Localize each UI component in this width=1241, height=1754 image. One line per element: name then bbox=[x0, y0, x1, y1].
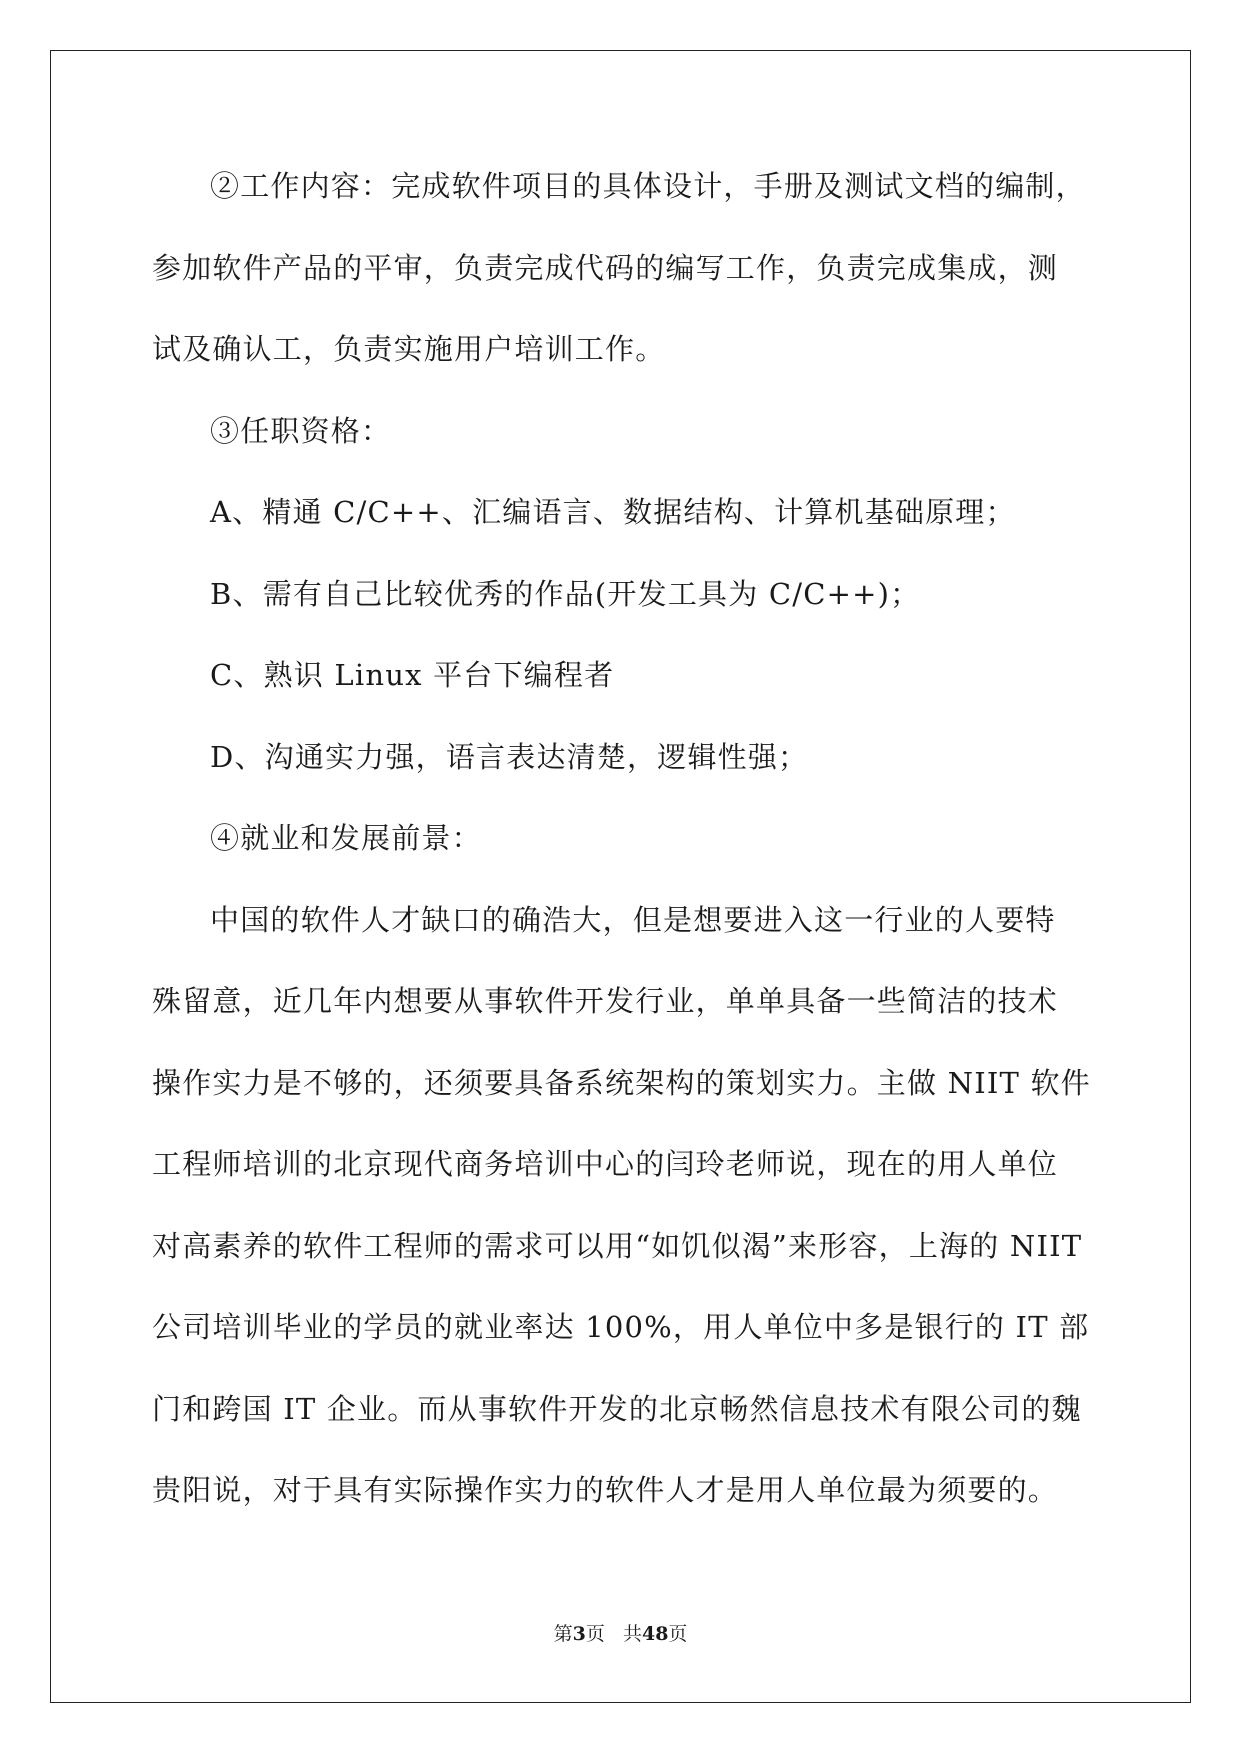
paragraph-line: 对高素养的软件工程师的需求可以用“如饥似渴”来形容，上海的 NIIT bbox=[152, 1228, 1083, 1263]
paragraph-line: 参加软件产品的平审，负责完成代码的编写工作，负责完成集成，测 bbox=[152, 250, 1059, 285]
paragraph-line: 试及确认工，负责实施用户培训工作。 bbox=[152, 332, 666, 366]
paragraph-line: 殊留意，近几年内想要从事软件开发行业，单单具备一些简洁的技术 bbox=[152, 984, 1059, 1018]
paragraph-line: 公司培训毕业的学员的就业率达 100%，用人单位中多是银行的 IT 部 bbox=[152, 1310, 1090, 1344]
paragraph-line: ②工作内容：完成软件项目的具体设计，手册及测试文档的编制， bbox=[210, 169, 1086, 203]
paragraph-line: 工程师培训的北京现代商务培训中心的闫玲老师说，现在的用人单位 bbox=[152, 1147, 1059, 1181]
paragraph-line: 贵阳说，对于具有实际操作实力的软件人才是用人单位最为须要的。 bbox=[152, 1473, 1059, 1507]
document-body bbox=[152, 166, 1092, 1552]
total-page-count: 48 bbox=[641, 1623, 669, 1645]
footer-page-suffix: 页 bbox=[585, 1623, 605, 1645]
section-heading: ④就业和发展前景： bbox=[210, 821, 482, 855]
list-item: D、沟通实力强，语言表达清楚，逻辑性强； bbox=[210, 739, 809, 774]
paragraph-line: 门和跨国 IT 企业。而从事软件开发的北京畅然信息技术有限公司的魏 bbox=[152, 1391, 1082, 1426]
footer-total-suffix: 页 bbox=[668, 1623, 688, 1645]
paragraph-line: 操作实力是不够的，还须要具备系统架构的策划实力。主做 NIIT 软件 bbox=[152, 1065, 1091, 1100]
current-page-number: 3 bbox=[572, 1623, 586, 1645]
list-item: C、熟识 Linux 平台下编程者 bbox=[210, 658, 615, 692]
list-item: B、需有自己比较优秀的作品(开发工具为 C/C++)； bbox=[210, 576, 921, 611]
footer-total-prefix: 共 bbox=[622, 1623, 642, 1645]
paragraph-line: 中国的软件人才缺口的确浩大，但是想要进入这一行业的人要特 bbox=[210, 902, 1056, 937]
page-footer bbox=[0, 1622, 1241, 1646]
section-heading: ③任职资格： bbox=[210, 413, 392, 448]
list-item: A、精通 C/C++、汇编语言、数据结构、计算机基础原理； bbox=[210, 495, 1016, 529]
footer-prefix: 第 bbox=[553, 1623, 573, 1645]
